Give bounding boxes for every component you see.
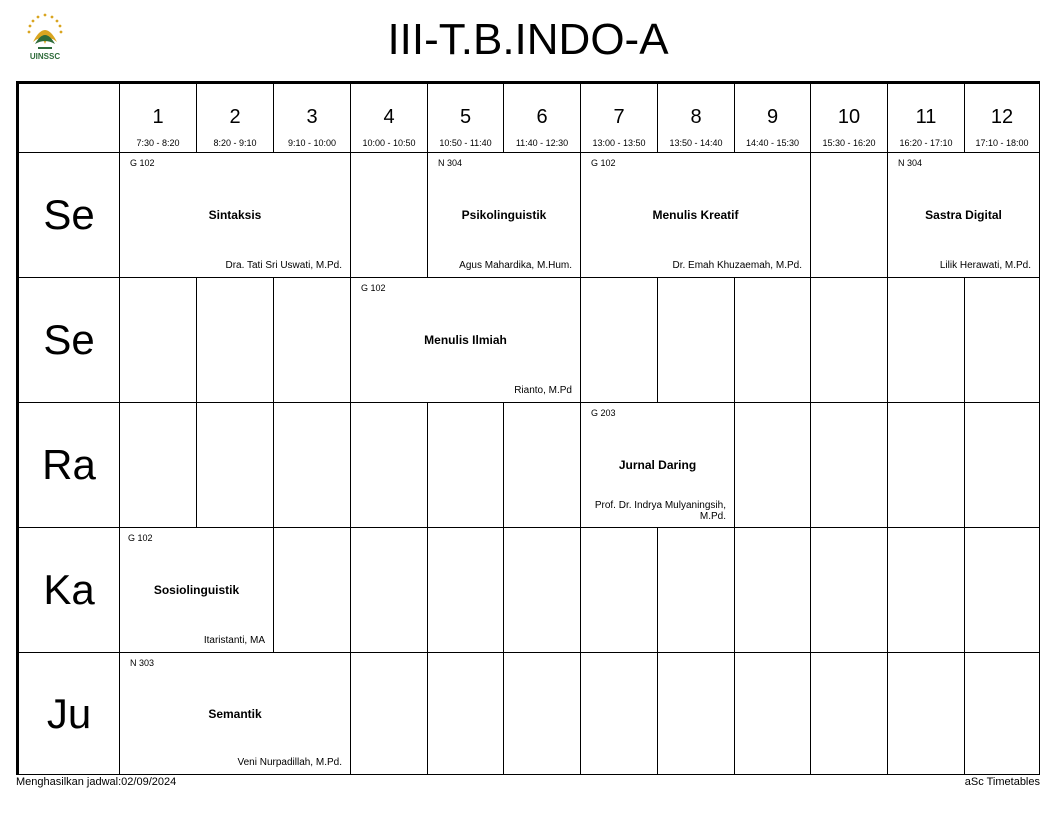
period-header-5 bbox=[427, 83, 504, 153]
room-label: G 102 bbox=[591, 158, 616, 168]
empty-slot[interactable] bbox=[503, 527, 581, 653]
empty-slot[interactable] bbox=[657, 527, 735, 653]
subject-name: Sastra Digital bbox=[925, 208, 1002, 222]
room-label: G 102 bbox=[361, 283, 386, 293]
period-number: 12 bbox=[990, 106, 1014, 128]
period-header-10 bbox=[810, 83, 888, 153]
empty-slot[interactable] bbox=[887, 652, 965, 775]
day-label: Ka bbox=[18, 527, 120, 653]
subject-name: Sintaksis bbox=[208, 208, 262, 222]
room-label: N 304 bbox=[438, 158, 463, 168]
lesson-card[interactable] bbox=[119, 652, 351, 775]
teacher-name: Prof. Dr. Indrya Mulyaningsih, M.Pd. bbox=[594, 500, 726, 522]
period-number: 7 bbox=[613, 106, 625, 128]
empty-slot[interactable] bbox=[350, 652, 428, 775]
teacher-name: Lilik Herawati, M.Pd. bbox=[939, 260, 1031, 271]
period-time: 13:00 - 13:50 bbox=[592, 138, 646, 148]
period-time: 9:10 - 10:00 bbox=[287, 138, 337, 148]
period-time: 7:30 - 8:20 bbox=[136, 138, 180, 148]
period-time: 13:50 - 14:40 bbox=[669, 138, 723, 148]
period-number: 6 bbox=[536, 106, 548, 128]
period-header-6 bbox=[503, 83, 581, 153]
period-header-9 bbox=[734, 83, 811, 153]
subject-name: Menulis Ilmiah bbox=[424, 333, 507, 347]
empty-slot[interactable] bbox=[810, 277, 888, 403]
corner-cell bbox=[18, 83, 120, 153]
teacher-name: Agus Mahardika, M.Hum. bbox=[459, 260, 572, 271]
period-header-8 bbox=[657, 83, 735, 153]
subject-name: Jurnal Daring bbox=[618, 458, 697, 472]
empty-slot[interactable] bbox=[427, 652, 504, 775]
empty-slot[interactable] bbox=[580, 527, 658, 653]
empty-slot[interactable] bbox=[964, 277, 1040, 403]
lesson-card[interactable] bbox=[887, 152, 1040, 278]
generated-date: Menghasilkan jadwal:02/09/2024 bbox=[16, 776, 177, 788]
period-header-4 bbox=[350, 83, 428, 153]
period-number: 2 bbox=[229, 106, 241, 128]
subject-name: Sosiolinguistik bbox=[153, 583, 240, 597]
period-time: 10:00 - 10:50 bbox=[362, 138, 416, 148]
period-header-1 bbox=[119, 83, 197, 153]
period-number: 3 bbox=[306, 106, 318, 128]
empty-slot[interactable] bbox=[350, 527, 428, 653]
room-label: N 303 bbox=[130, 658, 155, 668]
period-number: 5 bbox=[459, 106, 472, 128]
period-number: 8 bbox=[690, 106, 702, 128]
empty-slot[interactable] bbox=[350, 402, 428, 528]
empty-slot[interactable] bbox=[810, 652, 888, 775]
period-number: 9 bbox=[766, 106, 779, 128]
empty-slot[interactable] bbox=[964, 652, 1040, 775]
empty-slot[interactable] bbox=[657, 652, 735, 775]
period-time: 10:50 - 11:40 bbox=[439, 138, 492, 148]
empty-slot[interactable] bbox=[810, 527, 888, 653]
empty-slot[interactable] bbox=[196, 277, 274, 403]
empty-slot[interactable] bbox=[810, 402, 888, 528]
empty-slot[interactable] bbox=[810, 152, 888, 278]
empty-slot[interactable] bbox=[273, 402, 351, 528]
empty-slot[interactable] bbox=[887, 402, 965, 528]
teacher-name: Dr. Emah Khuzaemah, M.Pd. bbox=[672, 260, 802, 271]
day-label: Ra bbox=[18, 402, 120, 528]
teacher-name: Veni Nurpadillah, M.Pd. bbox=[237, 757, 342, 768]
lesson-card[interactable] bbox=[119, 527, 274, 653]
subject-name: Semantik bbox=[208, 706, 262, 721]
lesson-card[interactable] bbox=[350, 277, 581, 403]
room-label: G 102 bbox=[130, 158, 155, 168]
empty-slot[interactable] bbox=[427, 527, 504, 653]
lesson-card[interactable] bbox=[580, 402, 735, 528]
teacher-name: Itaristanti, MA bbox=[203, 635, 265, 646]
empty-slot[interactable] bbox=[273, 527, 351, 653]
day-label: Se bbox=[18, 152, 120, 278]
empty-slot[interactable] bbox=[427, 402, 504, 528]
page-title: III-T.B.INDO-A bbox=[387, 15, 669, 64]
empty-slot[interactable] bbox=[657, 277, 735, 403]
period-time: 14:40 - 15:30 bbox=[745, 138, 800, 148]
empty-slot[interactable] bbox=[503, 652, 581, 775]
empty-slot[interactable] bbox=[964, 402, 1040, 528]
period-number: 1 bbox=[152, 106, 164, 128]
app-credit: aSc Timetables bbox=[964, 776, 1040, 788]
empty-slot[interactable] bbox=[196, 402, 274, 528]
empty-slot[interactable] bbox=[503, 402, 581, 528]
empty-slot[interactable] bbox=[734, 277, 811, 403]
timetable-grid bbox=[16, 81, 1040, 775]
teacher-name: Rianto, M.Pd bbox=[514, 385, 572, 396]
empty-slot[interactable] bbox=[119, 402, 197, 528]
subject-name: Menulis Kreatif bbox=[652, 208, 739, 222]
period-time: 17:10 - 18:00 bbox=[975, 138, 1029, 148]
empty-slot[interactable] bbox=[350, 152, 428, 278]
room-label: N 304 bbox=[898, 158, 923, 168]
empty-slot[interactable] bbox=[580, 277, 658, 403]
logo-text: UINSSC bbox=[29, 52, 61, 61]
period-header-11 bbox=[887, 83, 965, 153]
period-time: 16:20 - 17:10 bbox=[899, 138, 953, 148]
empty-slot[interactable] bbox=[580, 652, 658, 775]
day-label: Ju bbox=[18, 652, 120, 775]
period-header-3 bbox=[273, 83, 351, 153]
lesson-card[interactable] bbox=[580, 152, 811, 278]
empty-slot[interactable] bbox=[887, 527, 965, 653]
teacher-name: Dra. Tati Sri Uswati, M.Pd. bbox=[225, 260, 342, 271]
period-time: 8:20 - 9:10 bbox=[213, 138, 257, 148]
empty-slot[interactable] bbox=[734, 652, 811, 775]
period-time: 15:30 - 16:20 bbox=[822, 138, 876, 148]
room-label: G 203 bbox=[591, 408, 616, 418]
empty-slot[interactable] bbox=[119, 277, 197, 403]
empty-slot[interactable] bbox=[734, 527, 811, 653]
period-header-12 bbox=[964, 83, 1040, 153]
lesson-card[interactable] bbox=[427, 152, 581, 278]
lesson-card[interactable] bbox=[119, 152, 351, 278]
empty-slot[interactable] bbox=[887, 277, 965, 403]
period-time: 11:40 - 12:30 bbox=[515, 138, 569, 148]
period-number: 11 bbox=[915, 106, 937, 128]
day-label: Se bbox=[18, 277, 120, 403]
period-number: 10 bbox=[837, 106, 861, 128]
period-header-7 bbox=[580, 83, 658, 153]
empty-slot[interactable] bbox=[964, 527, 1040, 653]
empty-slot[interactable] bbox=[273, 277, 351, 403]
period-header-2 bbox=[196, 83, 274, 153]
subject-name: Psikolinguistik bbox=[461, 208, 547, 222]
period-number: 4 bbox=[383, 106, 395, 128]
room-label: G 102 bbox=[128, 533, 153, 543]
empty-slot[interactable] bbox=[734, 402, 811, 528]
